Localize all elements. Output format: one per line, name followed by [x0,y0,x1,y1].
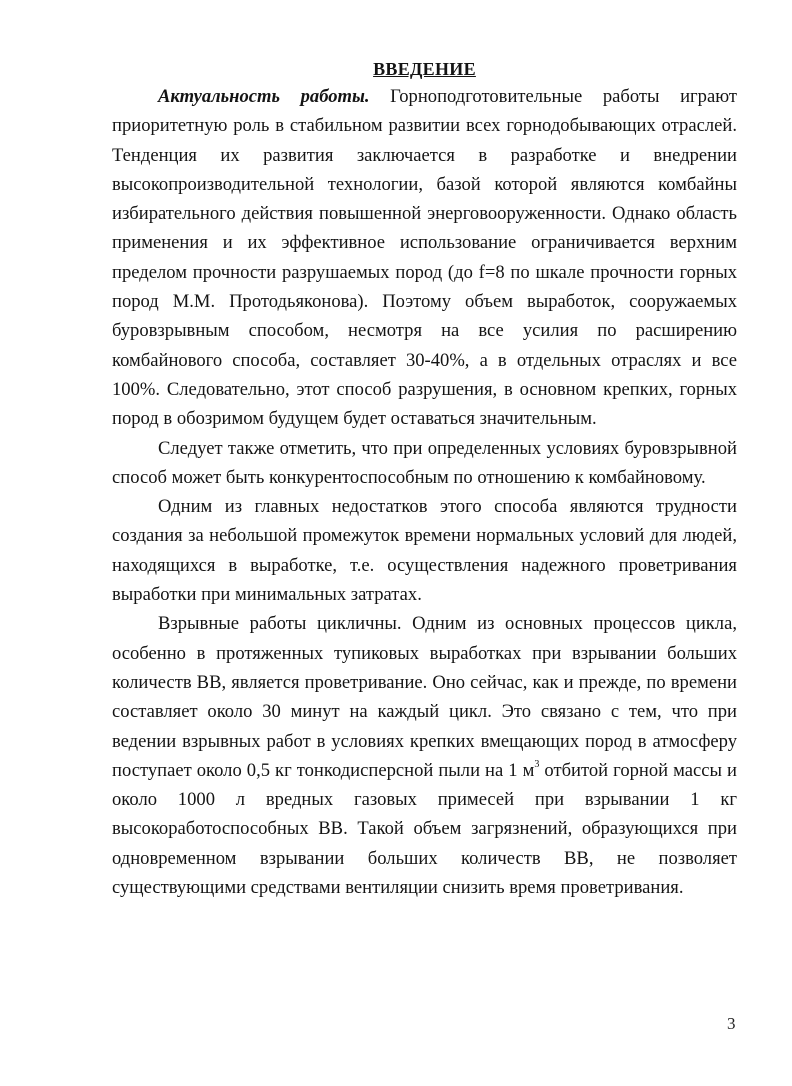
paragraph-text: Взрывные работы цикличны. Одним из основных процессов цикла, особенно в протяженных тупиковых выработках при взрывании больших количеств ВВ, является проветривание. Оно сейчас, как и прежде, по времени составляет около 30 минут на каждый цикл. Это связано с тем, что при ведении взрывных работ в условиях крепких вмещающих пород в атмосферу поступает около 0,5 кг тонкодисперсной пыли на 1 м [112,613,737,781]
document-page [112,56,737,902]
paragraph-competitiveness [112,434,737,493]
paragraph-ventilation [112,609,737,902]
paragraph-drawbacks [112,492,737,609]
paragraph-text: отбитой горной массы и около 1000 л вредных газовых примесей при взрывании 1 кг высокоработоспособных ВВ. Такой объем загрязнений, образующихся при одновременном взрывании больших количеств ВВ, не позволяет существующими средствами вентиляции снизить время проветривания. [112,759,738,899]
paragraph-lead-heading: Актуальность работы. [158,86,370,107]
paragraph-relevance [112,82,737,434]
paragraph-text: Следует также отметить, что при определенных условиях буровзрывной способ может быть конкурентоспособным по отношению к комбайновому. [112,437,737,488]
superscript: 3 [534,758,540,770]
page-number: 3 [727,1014,736,1033]
paragraph-text: Горноподготовительные работы играют приоритетную роль в стабильном развитии всех горнодобывающих отраслей. Тенденция их развития заключается в разработке и внедрении высокопроизводительной технологии, базой которой являются комбайны избирательного действия повышенной энерговооруженности. Однако область применения и их эффективное использование ограничивается верхним пределом прочности разрушаемых пород (до f=8 по шкале прочности горных пород М.М. Протодьяконова). Поэтому объем выработок, сооружаемых буровзрывным способом, несмотря на все усилия по расширению комбайнового способа, составляет 30-40%, а в отдельных отраслях и все 100%. Следовательно, этот способ разрушения, в основном крепких, горных пород в обозримом будущем будет оставаться значительным. [112,86,738,430]
section-title: ВВЕДЕНИЕ [373,59,476,79]
paragraph-text: Одним из главных недостатков этого способа являются трудности создания за небольшой промежуток времени нормальных условий для людей, находящихся в выработке, т.е. осуществления надежного проветривания выработки при минимальных затратах. [112,496,737,606]
